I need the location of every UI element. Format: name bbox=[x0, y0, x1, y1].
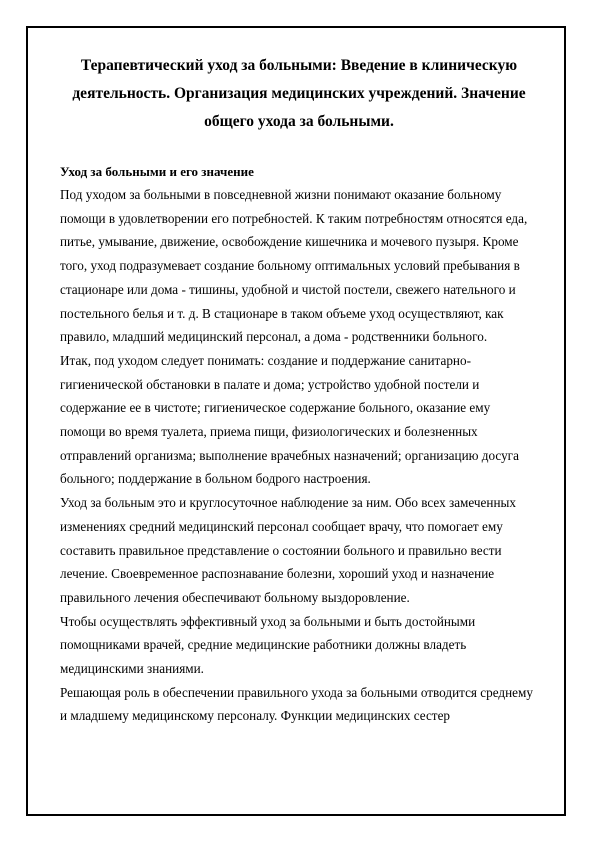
paragraph-5: Решающая роль в обеспечении правильного ухода за больными отводится среднему и младшему медицинскому персоналу. Функции медицинских сестер bbox=[60, 684, 533, 724]
section-heading: Уход за больными и его значение bbox=[60, 164, 254, 179]
document-body bbox=[60, 52, 538, 728]
paragraph-4: Чтобы осуществлять эффективный уход за больными и быть достойными помощниками врачей, средние медицинские работники должны владеть медицинскими знаниями. bbox=[60, 613, 476, 677]
paragraph-1: Под уходом за больными в повседневной жизни понимают оказание больному помощи в удовлетворении его потребностей. К таким потребностям относятся еда, питье, умывание, движение, освобождение кишечника и мочевого пузыря. Кроме того, уход подразумевает создание больному оптимальных условий пребывания в стационаре или дома - тишины, удобной и чистой постели, свежего нательного и постельного белья и т. д. В стационаре в таком объеме уход осуществляют, как правило, младший медицинский персонал, а дома - родственники больного. bbox=[60, 187, 528, 345]
paragraph-2: Итак, под уходом следует понимать: создание и поддержание санитарно-гигиенической обстановки в палате и дома; устройство удобной постели и содержание ее в чистоте; гигиеническое содержание больного, оказание ему помощи во время туалета, приема пищи, физиологических и болезненных отправлений организма; выполнение врачебных назначений; организацию досуга больного; поддержание в больном бодрого настроения. bbox=[60, 352, 519, 487]
document-title: Терапевтический уход за больными: Введение в клиническую деятельность. Организация медицинских учреждений. Значение общего ухода за больными. bbox=[72, 57, 526, 130]
paragraph-3: Уход за больным это и круглосуточное наблюдение за ним. Обо всех замеченных изменениях средний медицинский персонал сообщает врачу, что помогает ему составить правильное представление о состоянии больного и правильно вести лечение. Своевременное распознавание болезни, хороший уход и назначение правильного лечения обеспечивают больному выздоровление. bbox=[60, 495, 516, 605]
